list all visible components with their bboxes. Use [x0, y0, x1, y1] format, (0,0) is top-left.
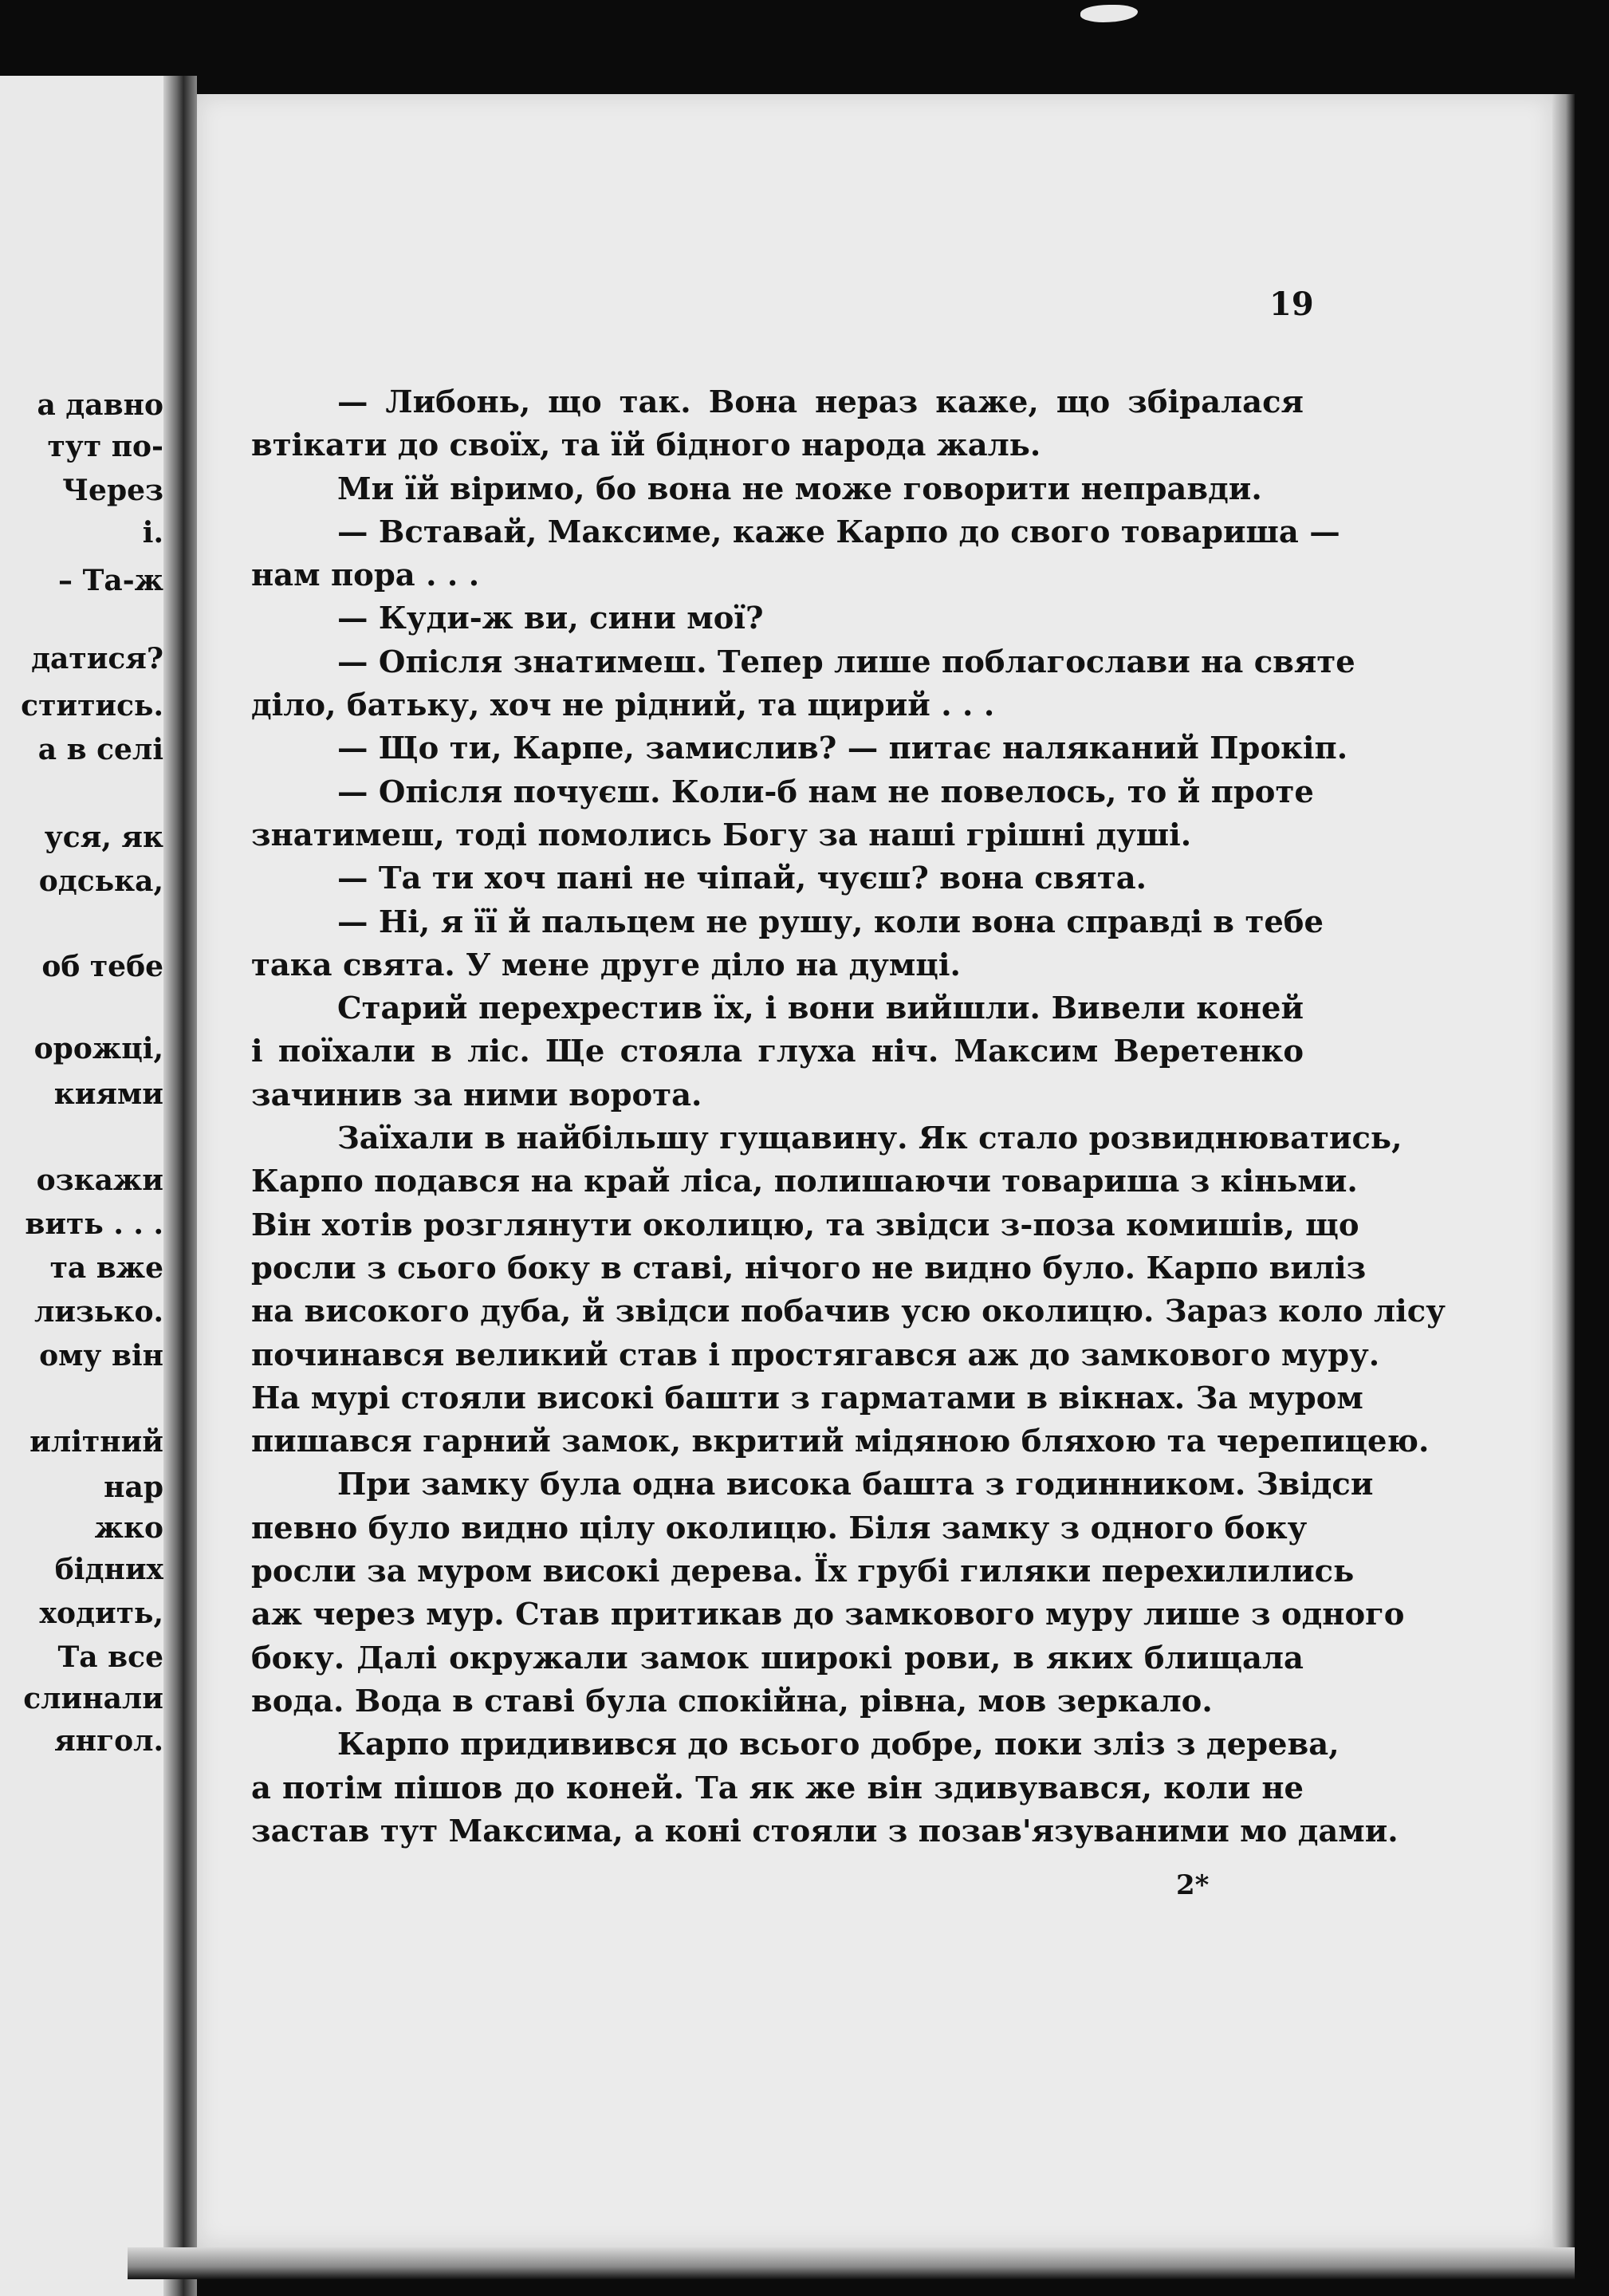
- left-page-fragment: илітний: [30, 1425, 163, 1459]
- left-page-fragment: датися?: [31, 642, 163, 675]
- left-page-fragment: вить . . .: [25, 1207, 163, 1241]
- left-page-fragment: а в селі: [37, 733, 163, 766]
- text-line: Ми їй віримо, бо вона не може говорити неправди.: [337, 471, 1262, 507]
- left-page-fragment: об тебе: [41, 950, 163, 983]
- text-line: нам пора . . .: [251, 557, 480, 594]
- left-page-fragment: орожці,: [33, 1032, 163, 1065]
- left-page-fragment: озкажи: [36, 1164, 163, 1197]
- text-line: зачинив за ними ворота.: [251, 1077, 702, 1113]
- text-line: на високого дуба, й звідси побачив усю околицю. Зараз коло лісу: [251, 1294, 1446, 1330]
- text-line: а потім пішов до коней. Та як же він здивувався, коли не: [251, 1770, 1304, 1806]
- text-line: — Що ти, Карпе, замислив? — питає наляканий Прокіп.: [337, 731, 1348, 767]
- text-line: — Куди-ж ви, сини мої?: [337, 601, 764, 637]
- left-page-fragment: одська,: [38, 864, 163, 898]
- text-line: вода. Вода в ставі була спокійна, рівна, мов зеркало.: [251, 1683, 1213, 1719]
- left-page-fragment: бідних: [54, 1553, 163, 1586]
- left-page-fragment: нар: [104, 1471, 163, 1504]
- left-page-fragment: а давно: [37, 388, 163, 422]
- text-line: — Ні, я її й пальцем не рушу, коли вона справді в тебе: [337, 904, 1324, 940]
- left-page-fragment: ому він: [39, 1339, 163, 1372]
- text-line: росли з сього боку в ставі, нічого не видно було. Карпо виліз: [251, 1250, 1367, 1286]
- text-line: боку. Далі окружали замок широкі рови, в яких блищала: [251, 1640, 1304, 1676]
- left-page-fragment: Через: [62, 474, 163, 507]
- left-page-fragment: киями: [53, 1077, 163, 1111]
- left-page-fragment: янгол.: [54, 1724, 163, 1758]
- text-line: При замку була одна висока башта з годинником. Звідси: [337, 1467, 1374, 1503]
- left-page-fragment: тут по-: [47, 430, 163, 463]
- text-line: Він хотів розглянути околицю, та звідси з-поза комишів, що: [251, 1207, 1359, 1243]
- left-page-fragment: і.: [142, 516, 163, 549]
- text-line: На мурі стояли високі башти з гарматами в вікнах. За муром: [251, 1380, 1363, 1416]
- left-page-fragment: уся, як: [44, 821, 163, 854]
- signature-mark: 2*: [1176, 1869, 1210, 1901]
- left-page-fragment: – Та-ж: [58, 564, 163, 597]
- bottom-edge: [128, 2247, 1575, 2279]
- page-number: 19: [1269, 286, 1314, 323]
- text-line: Заїхали в найбільшу гущавину. Як стало розвиднюватись,: [337, 1120, 1402, 1157]
- left-page-fragment: ститись.: [21, 689, 163, 723]
- text-line: пишався гарний замок, вкритий мідяною бляхою та черепицею.: [251, 1424, 1430, 1460]
- book-gutter: [163, 76, 197, 2296]
- text-line: Старий перехрестив їх, і вони вийшли. Вивели коней: [337, 990, 1304, 1027]
- text-line: — Та ти хоч пані не чіпай, чуєш? вона свята.: [337, 861, 1147, 897]
- text-line: росли за муром високі дерева. Їх грубі гиляки перехилились: [251, 1554, 1355, 1590]
- text-line: аж через мур. Став притикав до замкового муру лише з одного: [251, 1597, 1405, 1633]
- left-page-fragment: жко: [94, 1511, 163, 1545]
- left-page-fragment: лизько.: [33, 1295, 163, 1329]
- scan-speck: [1080, 5, 1138, 22]
- text-line: Карпо придивився до всього добре, поки зліз з дерева,: [337, 1727, 1340, 1763]
- page-edge: [1552, 94, 1575, 2247]
- text-line: знатимеш, тоді помолись Богу за наші грішні душі.: [251, 817, 1192, 853]
- left-page-fragment: Та все: [57, 1640, 163, 1674]
- text-line: — Опісля знатимеш. Тепер лише поблагослави на святе: [337, 644, 1355, 680]
- text-line: — Либонь, що так. Вона нераз каже, що збіралася: [337, 384, 1304, 420]
- text-line: втікати до своїх, та їй бідного народа жаль.: [251, 427, 1041, 464]
- text-line: така свята. У мене друге діло на думці.: [251, 947, 961, 983]
- left-page-fragment: слинали: [23, 1682, 163, 1715]
- text-line: і поїхали в ліс. Ще стояла глуха ніч. Максим Веретенко: [251, 1034, 1304, 1070]
- text-line: певно було видно цілу околицю. Біля замку з одного боку: [251, 1510, 1308, 1546]
- text-line: — Вставай, Максиме, каже Карпо до свого товариша —: [337, 514, 1340, 550]
- left-page: [0, 76, 163, 2296]
- text-line: Карпо подався на край ліса, полишаючи товариша з кіньми.: [251, 1164, 1358, 1200]
- left-page-fragment: та вже: [49, 1251, 163, 1285]
- text-line: — Опісля почуєш. Коли-б нам не повелось, то й проте: [337, 774, 1314, 810]
- text-line: починався великий став і простягався аж до замкового муру.: [251, 1337, 1380, 1373]
- text-line: застав тут Максима, а коні стояли з позав'язуваними мо дами.: [251, 1813, 1399, 1849]
- left-page-fragment: ходить,: [39, 1597, 163, 1630]
- main-text: [251, 381, 1446, 1853]
- text-line: діло, батьку, хоч не рідний, та щирий . . .: [251, 687, 995, 724]
